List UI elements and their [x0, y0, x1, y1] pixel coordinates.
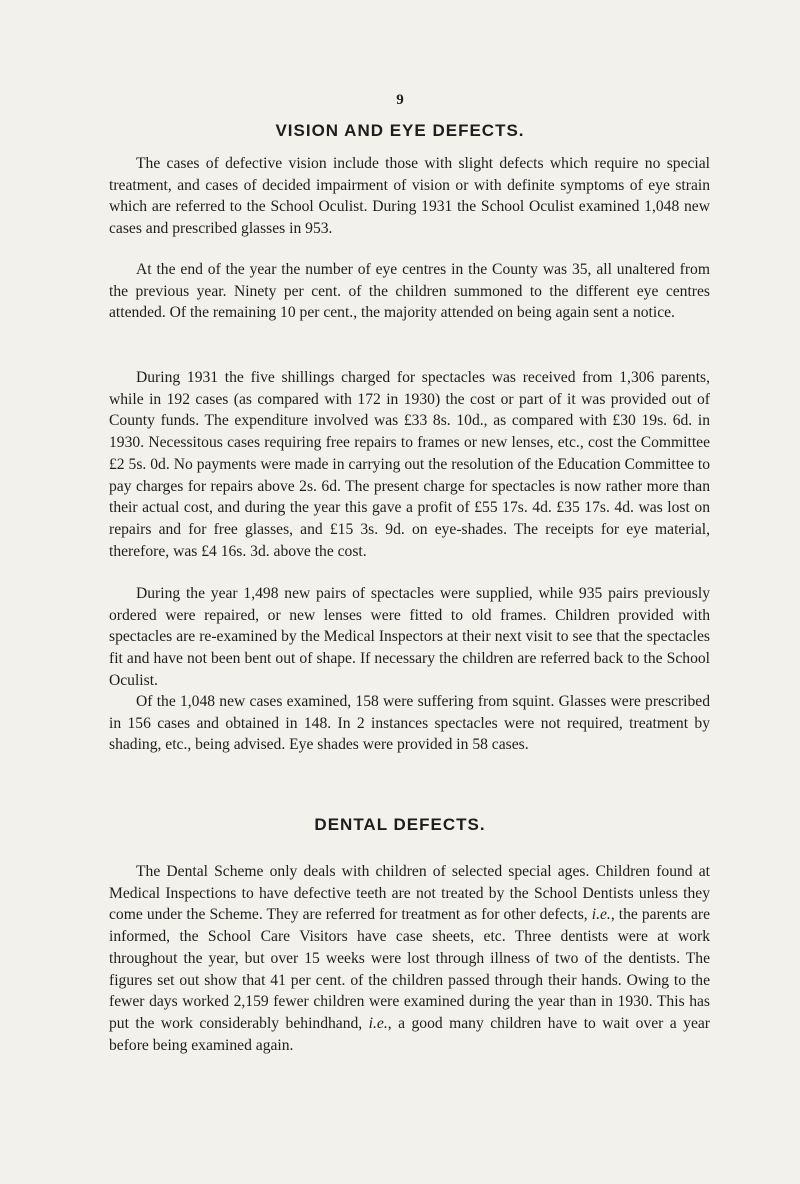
vision-paragraph-3: During 1931 the five shillings charged for spectacles was received from 1,306 parents, while in 192 cases (as compared with 172 in 1930) the cost or part of it was provided out of County funds. The expenditure involved was £33 8s. 10d., as compared with £30 19s. 6d. in 1930. Necessitous cases requiring free repairs to frames or new lenses, etc., cost the Committee £2 5s. 0d. No payments were made in carrying out the resolution of the Education Committee to pay charges for repairs above 2s. 6d. The present charge for spectacles is now rather more than their actual cost, and during the year this gave a profit of £55 17s. 4d. £35 17s. 4d. was lost on repairs and for free glasses, and £15 3s. 9d. on eye-shades. The receipts for eye material, therefore, was £4 16s. 3d. above the cost.	[109, 369, 710, 560]
dental-ie-1: i.e.	[591, 906, 611, 924]
page-number: 9	[396, 92, 404, 108]
section-heading-dental: DENTAL DEFECTS.	[314, 815, 486, 834]
dental-text-part-3: , a good many children have to wait over a year before being examined again.	[109, 1014, 710, 1054]
dental-paragraph-1	[109, 861, 710, 1056]
dental-text-part-1: The Dental Scheme only deals with children of selected special ages. Children found at Medical Inspections to have defective teeth are not treated by the School Dentists unless they come under the Scheme. They are referred for treatment as for other defects,	[109, 863, 710, 924]
vision-paragraph-5: Of the 1,048 new cases examined, 158 were suffering from squint. Glasses were prescribed in 156 cases and obtained in 148. In 2 instances spectacles were not required, treatment by shading, etc., being advised. Eye shades were provided in 58 cases.	[109, 693, 710, 754]
section-heading-vision: VISION AND EYE DEFECTS.	[275, 121, 525, 140]
vision-paragraph-2: At the end of the year the number of eye centres in the County was 35, all unaltered from the previous year. Ninety per cent. of the children summoned to the different eye centres attended. Of the remaining 10 per cent., the majority attended on being again sent a notice.	[109, 261, 710, 322]
dental-text-part-2: , the parents are informed, the School Care Visitors have case sheets, etc. Three dentists were at work throughout the year, but over 15 weeks were lost through illness of two of the dentists. The figures set out show that 41 per cent. of the children passed through their hands. Owing to the fewer days worked 2,159 fewer children were examined during the year than in 1930. This has put the work considerably behindhand,	[109, 906, 710, 1032]
vision-paragraph-4: During the year 1,498 new pairs of spectacles were supplied, while 935 pairs previously ordered were repaired, or new lenses were fitted to old frames. Children provided with spectacles are re-examined by the Medical Inspectors at their next visit to see that the spectacles fit and have not been bent out of shape. If necessary the children are referred back to the School Oculist.	[109, 585, 710, 689]
vision-paragraph-1: The cases of defective vision include those with slight defects which require no special treatment, and cases of decided impairment of vision or with definite symptoms of eye strain which are referred to the School Oculist. During 1931 the School Oculist examined 1,048 new cases and prescribed glasses in 953.	[109, 155, 710, 238]
dental-ie-2: i.e.	[368, 1014, 388, 1032]
